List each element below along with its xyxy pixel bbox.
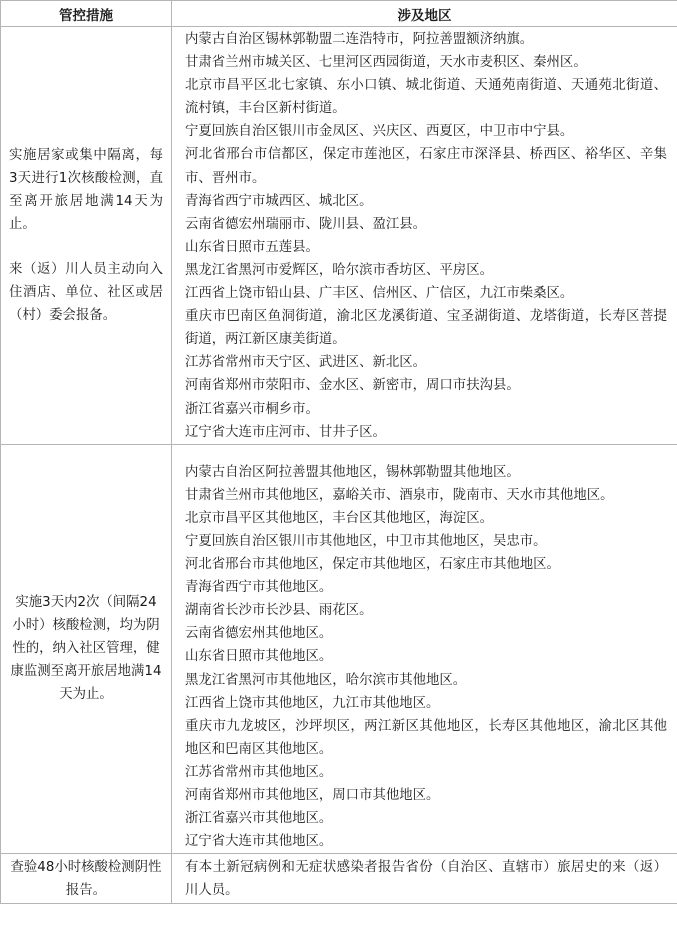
- table-row: [1, 27, 677, 445]
- region-item: 北京市昌平区其他地区，丰台区其他地区，海淀区。: [185, 510, 493, 526]
- region-item: 河南省郑州市其他地区，周口市其他地区。: [185, 788, 440, 803]
- table-header-row: [1, 1, 677, 27]
- region-item: 青海省西宁市其他地区。: [185, 580, 333, 596]
- region-item: 宁夏回族自治区银川市其他地区，中卫市其他地区，吴忠市。: [185, 533, 547, 549]
- region-item: 江西省上饶市其他地区，九江市其他地区。: [185, 695, 440, 711]
- region-item: 辽宁省大连市其他地区。: [185, 834, 333, 850]
- measure-text: 实施3天内2次（间隔24小时）核酸检测，均为阴性的，纳入社区管理，健康监测至离开旅居地满14天为止。: [10, 595, 162, 703]
- region-item: 浙江省嘉兴市其他地区。: [185, 811, 333, 827]
- region-item: 甘肃省兰州市城关区、七里河区西园街道，天水市麦积区、秦州区。: [185, 55, 587, 71]
- header-measures: 管控措施: [1, 1, 172, 27]
- region-item: 青海省西宁市城西区、城北区。: [185, 193, 373, 209]
- region-item: 黑龙江省黑河市其他地区，哈尔滨市其他地区。: [185, 672, 467, 688]
- region-item: 云南省德宏州瑞丽市、陇川县、盈江县。: [185, 216, 427, 232]
- region-item: 河北省邢台市其他地区，保定市其他地区，石家庄市其他地区。: [185, 557, 560, 573]
- measure-cell: [1, 27, 172, 445]
- region-item: 黑龙江省黑河市爱辉区，哈尔滨市香坊区、平房区。: [185, 262, 493, 278]
- region-item: 云南省德宏州其他地区。: [185, 626, 333, 642]
- measure-text: 查验48小时核酸检测阴性报告。: [10, 859, 162, 898]
- region-item: 山东省日照市其他地区。: [185, 649, 333, 665]
- regions-cell: [172, 27, 677, 445]
- region-item: 辽宁省大连市庄河市、甘井子区。: [185, 424, 386, 440]
- table-row: [1, 854, 677, 904]
- measure-cell: [1, 854, 172, 904]
- regions-cell: [172, 854, 677, 904]
- region-item: 重庆市九龙坡区，沙坪坝区，两江新区其他地区，长寿区其他地区，渝北区其他地区和巴南区其他地区。: [185, 718, 667, 757]
- region-item: 河北省邢台市信都区，保定市莲池区，石家庄市深泽县、桥西区、裕华区、辛集市、晋州市。: [185, 147, 667, 186]
- region-item: 山东省日照市五莲县。: [185, 239, 319, 255]
- measure-cell: [1, 444, 172, 854]
- regions-cell: [172, 444, 677, 854]
- region-item: 湖南省长沙市长沙县、雨花区。: [185, 603, 373, 619]
- region-item: 有本土新冠病例和无症状感染者报告省份（自治区、直辖市）旅居史的来（返）川人员。: [185, 859, 667, 898]
- region-item: 江苏省常州市其他地区。: [185, 764, 333, 780]
- region-item: 甘肃省兰州市其他地区，嘉峪关市、酒泉市，陇南市、天水市其他地区。: [185, 487, 614, 503]
- header-regions: 涉及地区: [172, 1, 677, 27]
- measure-text: 实施居家或集中隔离，每3天进行1次核酸检测，直至离开旅居地满14天为止。: [9, 147, 163, 232]
- region-item: 浙江省嘉兴市桐乡市。: [185, 401, 319, 417]
- region-item: 宁夏回族自治区银川市金凤区、兴庆区、西夏区，中卫市中宁县。: [185, 124, 574, 140]
- table-row: [1, 444, 677, 854]
- region-item: 内蒙古自治区阿拉善盟其他地区，锡林郭勒盟其他地区。: [185, 464, 520, 480]
- region-item: 重庆市巴南区鱼洞街道，渝北区龙溪街道、宝圣湖街道、龙塔街道，长寿区菩提街道，两江新区康美街道。: [185, 309, 667, 348]
- region-item: 江西省上饶市铅山县、广丰区、信州区、广信区，九江市柴桑区。: [185, 286, 574, 302]
- region-item: 江苏省常州市天宁区、武进区、新北区。: [185, 355, 427, 371]
- region-item: 内蒙古自治区锡林郭勒盟二连浩特市，阿拉善盟额济纳旗。: [185, 32, 534, 47]
- measure-text: 来（返）川人员主动向入住酒店、单位、社区或居（村）委会报备。: [9, 261, 163, 323]
- region-item: 河南省郑州市荥阳市、金水区、新密市，周口市扶沟县。: [185, 378, 520, 394]
- region-item: 北京市昌平区北七家镇、东小口镇、城北街道、天通苑南街道、天通苑北街道、流村镇，丰台区新村街道。: [185, 78, 667, 117]
